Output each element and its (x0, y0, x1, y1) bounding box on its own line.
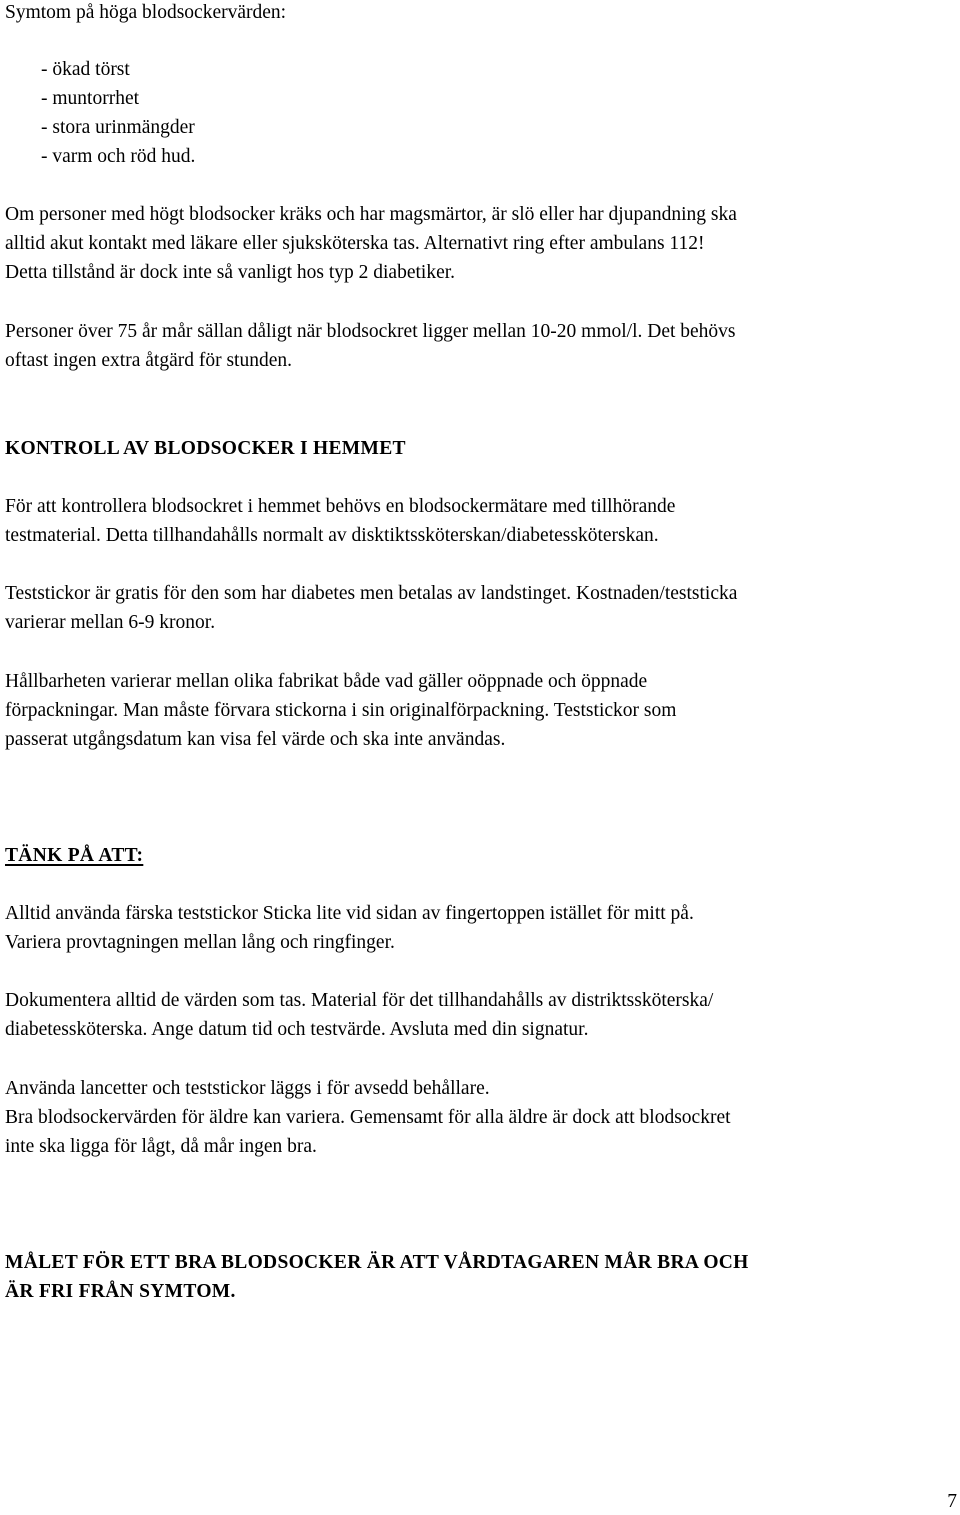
paragraph-shelf-life (5, 667, 955, 754)
list-item: - muntorrhet (41, 88, 140, 109)
paragraph-acute-contact (5, 200, 955, 287)
paragraph-meter (5, 492, 955, 550)
paragraph-line: oftast ingen extra åtgärd för stunden. (5, 350, 292, 371)
list-item: - varm och röd hud. (41, 146, 196, 167)
paragraph-documentation (5, 986, 955, 1044)
paragraph-teststrips-cost (5, 579, 955, 637)
paragraph-line: Om personer med högt blodsocker kräks och har magsmärtor, är slö eller har djupandning ska (5, 204, 737, 225)
paragraph-elderly (5, 317, 955, 375)
heading-text: TÄNK PÅ ATT: (5, 845, 144, 866)
paragraph-lancets (5, 1074, 955, 1161)
page-number: 7 (947, 1491, 957, 1512)
paragraph-line: varierar mellan 6-9 kronor. (5, 612, 216, 633)
paragraph-line: Dokumentera alltid de värden som tas. Material för det tillhandahålls av distriktssköterska/ (5, 990, 714, 1011)
paragraph-line: diabetessköterska. Ange datum tid och testvärde. Avsluta med din signatur. (5, 1019, 589, 1040)
goal-line: ÄR FRI FRÅN SYMTOM. (5, 1281, 236, 1302)
symptoms-title-text: Symtom på höga blodsockervärden: (5, 2, 287, 23)
paragraph-line: Variera provtagningen mellan lång och ringfinger. (5, 932, 395, 953)
paragraph-line: passerat utgångsdatum kan visa fel värde och ska inte användas. (5, 729, 506, 750)
list-item: - stora urinmängder (41, 117, 195, 138)
paragraph-line: Alltid använda färska teststickor Sticka lite vid sidan av fingertoppen istället för mitt på. (5, 903, 694, 924)
section-heading-tank-pa-att (5, 841, 955, 870)
list-item: - ökad törst (41, 59, 130, 80)
symptoms-title (5, 0, 955, 27)
paragraph-fresh-strips (5, 899, 955, 957)
paragraph-line: testmaterial. Detta tillhandahålls normalt av disktiktssköterskan/diabetessköterskan. (5, 525, 659, 546)
paragraph-line: Teststickor är gratis för den som har diabetes men betalas av landstinget. Kostnaden/teststicka (5, 583, 738, 604)
paragraph-line: inte ska ligga för lågt, då mår ingen bra. (5, 1136, 317, 1157)
paragraph-line: Detta tillstånd är dock inte så vanligt hos typ 2 diabetiker. (5, 262, 456, 283)
section-heading-kontroll (5, 434, 955, 463)
heading-text: KONTROLL AV BLODSOCKER I HEMMET (5, 438, 406, 459)
paragraph-line: alltid akut kontakt med läkare eller sjuksköterska tas. Alternativt ring efter ambulans 112! (5, 233, 705, 254)
goal-line: MÅLET FÖR ETT BRA BLODSOCKER ÄR ATT VÅRDTAGAREN MÅR BRA OCH (5, 1252, 749, 1273)
paragraph-line: förpackningar. Man måste förvara stickorna i sin originalförpackning. Teststickor som (5, 700, 677, 721)
paragraph-line: För att kontrollera blodsockret i hemmet behövs en blodsockermätare med tillhörande (5, 496, 676, 517)
paragraph-line: Bra blodsockervärden för äldre kan variera. Gemensamt för alla äldre är dock att blodsockret (5, 1107, 731, 1128)
paragraph-line: Personer över 75 år mår sällan dåligt när blodsockret ligger mellan 10-20 mmol/l. Det behövs (5, 321, 736, 342)
paragraph-line: Använda lancetter och teststickor läggs i för avsedd behållare. (5, 1078, 490, 1099)
paragraph-line: Hållbarheten varierar mellan olika fabrikat både vad gäller oöppnade och öppnade (5, 671, 648, 692)
symptoms-list (41, 55, 195, 171)
goal-statement (5, 1248, 955, 1306)
